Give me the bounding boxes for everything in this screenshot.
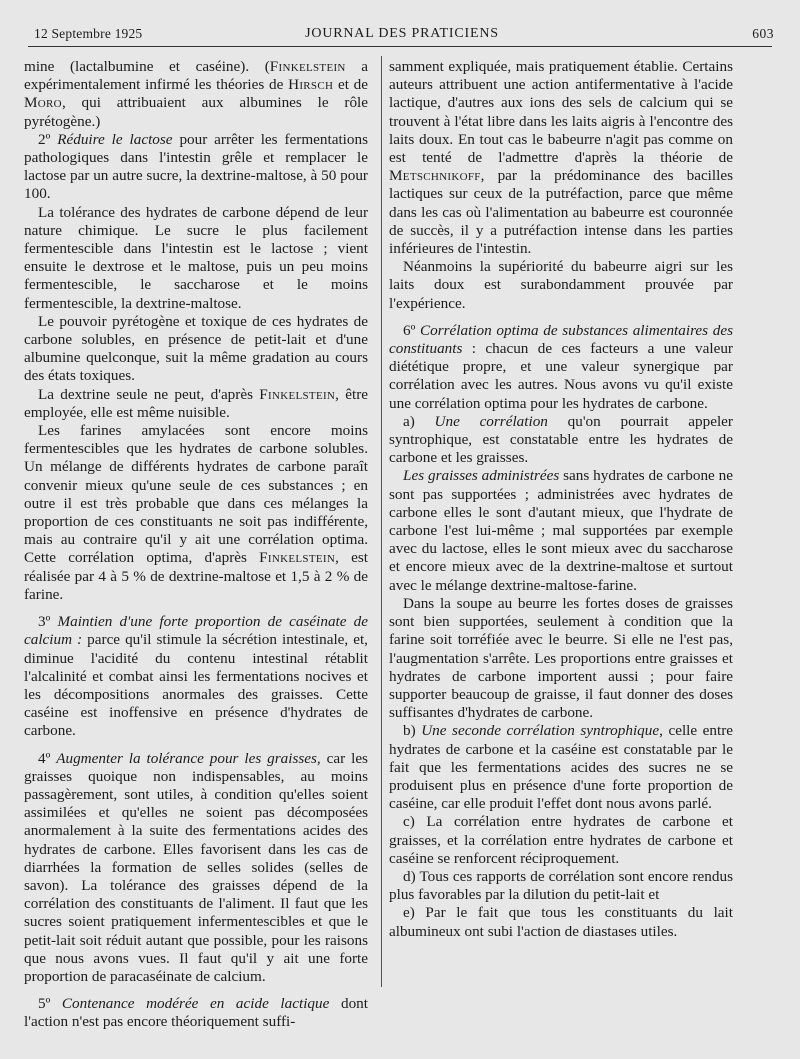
- paragraph: Les farines amylacées sont encore moins fermentescibles que les hydrates de carbone solubles. Un mélange de différents hydrates de carbone paraît convenir mieux qu'une seule de ces substances ; en outre il est très probable que dans ces mélanges la proportion de ces constituants ne soit pas indifférente, mais au contraire qu'il y ait une corrélation optima. Cette corrélation optima, d'après Finkelstein, est réalisée par 4 à 5 % de dextrine-maltose et 1,5 à 2 % de farine.: [24, 422, 368, 603]
- header-date: 12 Septembre 1925: [34, 26, 143, 41]
- column-divider: [381, 56, 382, 987]
- paragraph: Dans la soupe au beurre les fortes doses de graisses sont bien supportées, seulement à condition que la farine soit torréfiée avec le beurre. Si elle ne l'est pas, l'augmentation s'arrête. Les proportions entre graisses et hydrates de carbone importent aussi ; pour faire supporter beaucoup de graisse, il faut donner des doses suffisantes d'hydrates de carbone.: [389, 594, 733, 722]
- header-rule: [28, 46, 772, 47]
- author-name: Finkelstein: [259, 385, 336, 403]
- paragraph: 3º Maintien d'une forte proportion de caséinate de calcium : parce qu'il stimule la sécrétion intestinale, et, diminue l'acidité du contenu intestinal rétablit l'alcalinité et combat ainsi les fermentations nocives et les décompositions anormales des graisses. Cette caséine est inoffensive en présence d'hydrates de carbone.: [24, 613, 368, 740]
- paragraph: La tolérance des hydrates de carbone dépend de leur nature chimique. Le sucre le plus facilement fermentescible dans l'intestin est le lactose ; vient ensuite le dextrose et le maltose, puis un peu moins fermentescible, le saccharose et le moins fermentescible, la dextrine-maltose.: [24, 203, 368, 312]
- paragraph: 2º Réduire le lactose pour arrêter les fermentations pathologiques dans l'intestin grêle et remplacer le lactose par un autre sucre, la dextrine-maltose, à 50 pour 100.: [24, 130, 368, 203]
- paragraph: Néanmoins la supériorité du babeurre aigri sur les laits doux est surabondamment prouvée par l'expérience.: [389, 258, 733, 312]
- author-name: Finkelstein: [259, 549, 336, 567]
- subsection-title: Une corrélation: [434, 412, 548, 430]
- paragraph: 5º Contenance modérée en acide lactique dont l'action n'est pas encore théoriquement suffi-: [24, 995, 368, 1031]
- paragraph: Les graisses administrées sans hydrates de carbone ne sont pas supportées ; administrées avec hydrates de carbone elles le sont d'autant mieux, que l'hydrate de carbone l'est lui-même ; mal supportées par exemple avec du lactose, elles le sont mieux avec du saccharose et encore mieux avec de la dextrine-maltose et surtout avec le mélange dextrine-maltose-farine.: [389, 467, 733, 594]
- journal-title: JOURNAL DES PRATICIENS: [305, 26, 499, 41]
- paragraph: Le pouvoir pyrétogène et toxique de ces hydrates de carbone solubles, en présence de petit-lait et d'une albumine quelconque, suit la même gradation au cours des états toxiques.: [24, 312, 368, 385]
- paragraph: c) La corrélation entre hydrates de carbone et graisses, et la corrélation entre hydrates de carbone et caséine se renforcent réciproquement.: [389, 813, 733, 867]
- paragraph: b) Une seconde corrélation syntrophique, celle entre hydrates de carbone et la caséine est constatable par le fait que les fermentations acides des sucres ne se produisent plus en présence d'une forte proportion de caséine, car elle produit l'effet dont nous avons parlé.: [389, 722, 734, 813]
- paragraph: a) Une corrélation qu'on pourrait appeler syntrophique, est constatable entre les hydrates de carbone et les graisses.: [389, 412, 733, 467]
- section-title: Réduire le lactose: [57, 130, 173, 148]
- section-title: Augmenter la tolérance pour les graisses,: [56, 749, 321, 767]
- paragraph: samment expliquée, mais pratiquement établie. Certains auteurs attribuent une action antifermentative à l'acide lactique, d'autres aux ions des sels de calcium qui se trouvent à l'état libre dans les laits aigris à l'encontre des laits doux. En tout cas le babeurre n'agit pas comme on est tenté de l'admettre d'après la théorie de Metschnikoff, par la prédominance des bacilles lactiques sur ceux de la putréfaction, parce que même dans les cas où l'alimentation au babeurre est couronnée de succès, il y a putréfaction intense dans les parties inférieures de l'intestin.: [389, 58, 733, 258]
- author-name: Finkelstein: [269, 58, 346, 75]
- paragraph: La dextrine seule ne peut, d'après Finkelstein, être employée, elle est même nuisible.: [24, 385, 368, 421]
- paragraph: 6º Corrélation optima de substances alimentaires des constituants : chacun de ces facteurs a une valeur diététique propre, et une valeur synergique par corrélation avec les autres. Nous avons vu qu'il existe une corrélation optima pour les hydrates de carbone.: [389, 321, 733, 412]
- author-name: Hirsch: [288, 76, 334, 94]
- paragraph: d) Tous ces rapports de corrélation sont encore rendus plus favorables par la dilution du petit-lait et: [389, 867, 733, 904]
- paragraph: mine (lactalbumine et caséine). (Finkelstein a expérimentalement infirmé les théories de Hirsch et de Moro, qui attribuaient aux albumines le rôle pyrétogène.): [24, 58, 369, 130]
- author-name: Metschnikoff: [389, 167, 481, 185]
- page-number: 603: [752, 26, 774, 41]
- subsection-title: Les graisses administrées: [403, 467, 560, 485]
- section-title: Maintien d'une forte proportion de caséinate de calcium :: [24, 613, 368, 649]
- page-header: [28, 26, 776, 48]
- author-name: Moro: [24, 94, 62, 112]
- left-column: [24, 58, 368, 1032]
- section-title: Contenance modérée en acide lactique: [61, 995, 330, 1013]
- section-title: Corrélation optima de substances alimentaires des constituants: [389, 321, 733, 358]
- subsection-title: Une seconde corrélation syntrophique,: [421, 722, 663, 740]
- right-column: [389, 58, 733, 941]
- paragraph: e) Par le fait que tous les constituants du lait albumineux ont subi l'action de diastases utiles.: [389, 904, 733, 940]
- paragraph: 4º Augmenter la tolérance pour les graisses, car les graisses quoique non indispensables, au moins passagèrement, sont utiles, à condition qu'elles soient assimilées et qu'elles ne soient pas décomposées anormalement à la suite des fermentations acides des hydrates de carbone. Elles favorisent dans les cas de diarrhées la formation de selles solides (selles de savon). La tolérance des graisses dépend de la corrélation des constituants de l'aliment. Il faut que les sucres soient pratiquement infermentescibles et que le petit-lait soit réduit autant que possible, pour les raisons que nous avons vues. Il faut qu'il y ait une forte proportion de paracaséinate de calcium.: [24, 749, 368, 985]
